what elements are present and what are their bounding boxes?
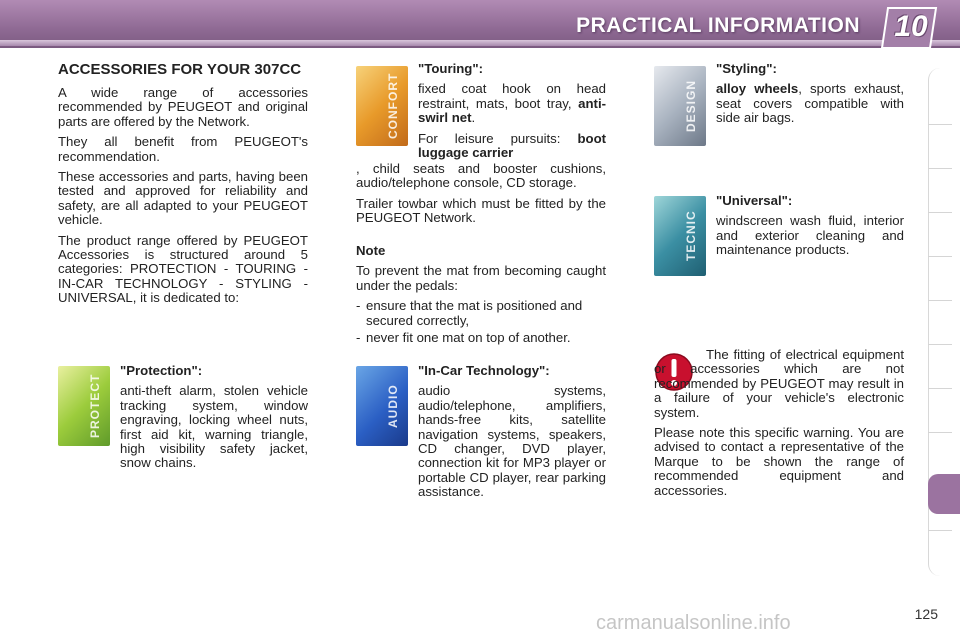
alloy-wheels: alloy wheels bbox=[716, 81, 799, 97]
tech-image-label: AUDIO bbox=[386, 384, 400, 428]
protection-block bbox=[120, 364, 308, 477]
warning-text-2: Please note this specific warning. You are advised to contact a representative of the Marque to be shown the range of recommended equipment and accessories. bbox=[654, 425, 904, 498]
tab-divider bbox=[928, 388, 952, 389]
tab-divider bbox=[928, 256, 952, 257]
protection-title: "Protection": bbox=[120, 363, 203, 378]
universal-block bbox=[716, 194, 904, 264]
note-block bbox=[356, 244, 606, 348]
tab-divider bbox=[928, 432, 952, 433]
touring-image bbox=[356, 66, 408, 146]
styling-block bbox=[716, 62, 904, 132]
page-title: PRACTICAL INFORMATION bbox=[576, 14, 860, 37]
intro-paragraph-3: These accessories and parts, having been tested and approved for reliability and safety, are all adapted to your PEUGEOT vehicle. bbox=[58, 169, 308, 228]
tech-title: "In-Car Technology": bbox=[418, 363, 550, 378]
intro-paragraph-1: A wide range of accessories recommended by PEUGEOT and original parts are offered by the Network. bbox=[58, 85, 308, 129]
universal-image-label: TECNIC bbox=[684, 210, 698, 262]
styling-text bbox=[716, 82, 904, 125]
intro-paragraph-2: They all benefit from PEUGEOT's recommendation. bbox=[58, 134, 308, 164]
tab-divider bbox=[928, 344, 952, 345]
tab-divider bbox=[928, 530, 952, 531]
tab-divider bbox=[928, 168, 952, 169]
touring-image-label: CONFORT bbox=[386, 72, 400, 140]
universal-title: "Universal": bbox=[716, 193, 793, 208]
warning-block bbox=[654, 348, 904, 504]
note-title: Note bbox=[356, 243, 386, 258]
header-band bbox=[0, 40, 960, 46]
touring-text-2a: For leisure pursuits: bbox=[418, 130, 561, 146]
touring-text-2-cont: , child seats and booster cushions, audio/telephone console, CD storage. bbox=[356, 161, 606, 191]
styling-title: "Styling": bbox=[716, 61, 777, 76]
touring-text-2 bbox=[418, 132, 606, 161]
warning-text-1: The fitting of electrical equipment or accessories which are not recommended by PEUGEOT may result in a failure of your vehicle's electronic system. bbox=[654, 347, 904, 420]
styling-text-rest: , sports exhaust, seat covers compatible with side air bags. bbox=[716, 81, 904, 126]
note-item-1-text: ensure that the mat is positioned and secured correctly, bbox=[366, 298, 583, 328]
intro-paragraph-4: The product range offered by PEUGEOT Accessories is structured around 5 categories: PROTECTION - TOURING - IN-CAR TECHNOLOGY - STYLING - UNIVERSAL, it is dedicated to: bbox=[58, 232, 308, 306]
styling-image-label: DESIGN bbox=[684, 80, 698, 133]
chapter-number: 10 bbox=[894, 10, 928, 43]
note-text: To prevent the mat from becoming caught under the pedals: bbox=[356, 263, 606, 293]
watermark: carmanualsonline.info bbox=[596, 612, 791, 634]
tab-divider bbox=[928, 300, 952, 301]
tab-divider bbox=[928, 212, 952, 213]
universal-text: windscreen wash fluid, interior and exterior cleaning and maintenance products. bbox=[716, 213, 904, 258]
note-item-2: - never fit one mat on top of another. bbox=[356, 330, 571, 346]
universal-image bbox=[654, 196, 706, 276]
boot-luggage-carrier: boot luggage carrier bbox=[418, 130, 607, 161]
protection-image bbox=[58, 366, 110, 446]
touring-text-1a: fixed coat hook on head restraint, mats, boot tray, bbox=[418, 81, 606, 111]
touring-title: "Touring": bbox=[418, 61, 483, 76]
note-item-2-text: never fit one mat on top of another. bbox=[366, 330, 571, 346]
protection-text: anti-theft alarm, stolen vehicle tracking system, window engraving, locking wheel nuts, first aid kit, warning triangle, high visibility safety jacket, snow chains. bbox=[120, 383, 308, 471]
touring-block bbox=[418, 62, 606, 160]
towbar-text: Trailer towbar which must be fitted by the PEUGEOT Network. bbox=[356, 195, 606, 226]
note-item-1: - ensure that the mat is positioned and secured correctly, bbox=[356, 299, 606, 328]
styling-image bbox=[654, 66, 706, 146]
tech-block bbox=[418, 364, 606, 506]
touring-continued bbox=[356, 162, 606, 232]
anti-swirl-net: anti-swirl net bbox=[418, 95, 606, 126]
touring-text-1b: . bbox=[471, 110, 476, 126]
protection-image-label: PROTECT bbox=[88, 373, 102, 439]
active-chapter-tab[interactable] bbox=[928, 474, 960, 514]
page-number: 125 bbox=[914, 606, 938, 622]
touring-text-1 bbox=[418, 82, 606, 125]
section-heading: ACCESSORIES FOR YOUR 307CC bbox=[58, 61, 302, 78]
tech-text: audio systems, audio/telephone, amplifiers, hands-free kits, satellite navigation systems, speakers, CD changer, DVD player, connection kit for MP3 player or portable CD player, rear parking assistance. bbox=[418, 383, 606, 500]
tab-divider bbox=[928, 124, 952, 125]
left-column bbox=[58, 62, 308, 312]
tech-image bbox=[356, 366, 408, 446]
